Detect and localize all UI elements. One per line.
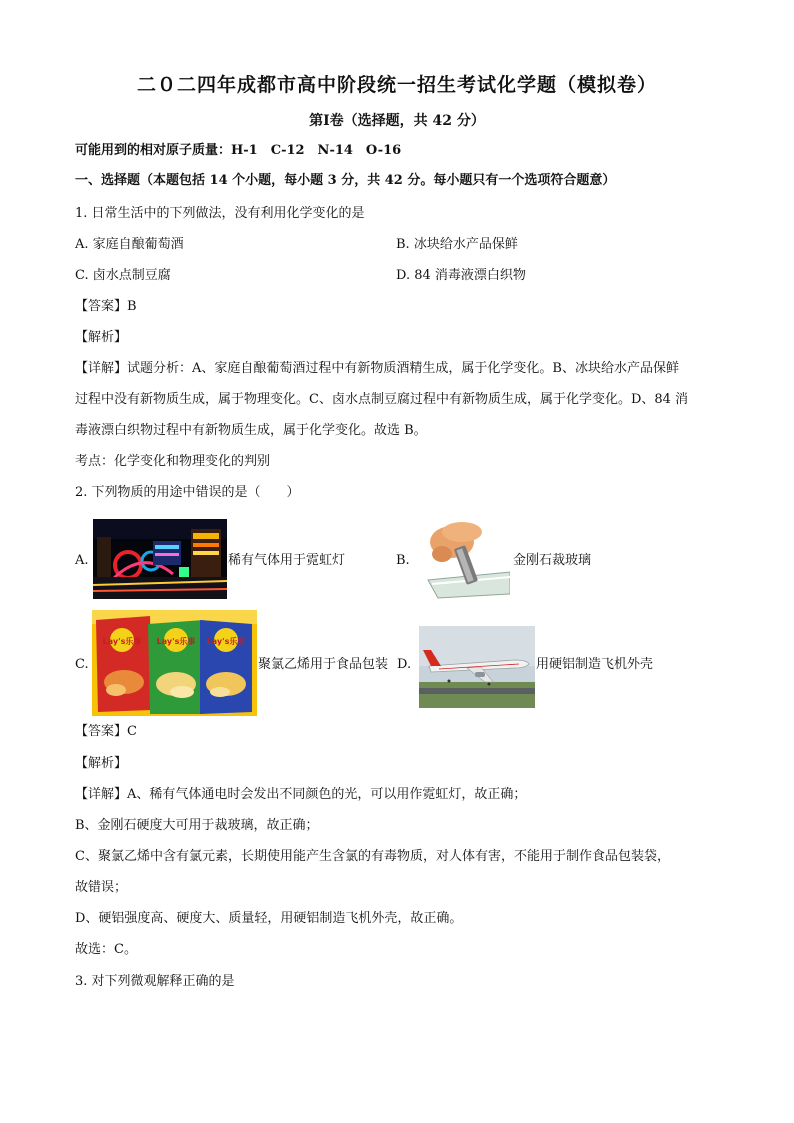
airplane-image	[419, 626, 535, 708]
q2-detail-line: 故错误；	[75, 880, 128, 895]
q2-option-a-text: 稀有气体用于霓虹灯	[228, 553, 346, 568]
q1-detail-line: 毒液漂白织物过程中有新物质生成，属于化学变化。故选 B。	[75, 423, 427, 438]
glass-cutter-image	[418, 520, 510, 602]
q2-option-b-letter: B.	[396, 553, 410, 568]
atomic-masses: 可能用到的相对原子质量：H-1 C-12 N-14 O-16	[75, 143, 402, 158]
q1-kaodian: 考点：化学变化和物理变化的判别	[75, 454, 271, 469]
q1-detail-line: 过程中没有新物质生成，属于物理变化。C、卤水点制豆腐过程中有新物质生成，属于化学变化。D、84 消	[75, 392, 689, 407]
q1-option-b: B. 冰块给水产品保鲜	[396, 237, 518, 252]
q2-option-c-text: 聚氯乙烯用于食品包装	[258, 657, 389, 672]
q1-option-d: D. 84 消毒液漂白织物	[396, 268, 526, 283]
chips-logo: Lay's乐事	[156, 637, 196, 646]
q1-detail-line: 【详解】试题分析：A、家庭自酿葡萄酒过程中有新物质酒精生成，属于化学变化。B、冰块给水产品保鲜	[75, 361, 679, 376]
q2-option-d-letter: D.	[397, 657, 412, 672]
q1-stem: 1. 日常生活中的下列做法，没有利用化学变化的是	[75, 206, 365, 221]
q2-detail-line: B、金刚石硬度大可用于裁玻璃，故正确；	[75, 818, 319, 833]
chip-bags-image	[92, 610, 257, 716]
page-title: 二０二四年成都市高中阶段统一招生考试化学题（模拟卷）	[136, 74, 657, 96]
q1-option-c: C. 卤水点制豆腐	[75, 268, 171, 283]
q2-detail-line: 【详解】A、稀有气体通电时会发出不同颜色的光，可以用作霓虹灯，故正确；	[75, 787, 527, 802]
q2-analysis-label: 【解析】	[75, 756, 128, 771]
neon-lights-image	[93, 519, 227, 599]
chips-logo: Lay's乐事	[102, 637, 142, 646]
q1-option-a: A. 家庭自酿葡萄酒	[75, 237, 184, 252]
q1-analysis-label: 【解析】	[75, 330, 128, 345]
q2-detail-line: C、聚氯乙烯中含有氯元素，长期使用能产生含氯的有毒物质，对人体有害，不能用于制作食品包装袋，	[75, 849, 670, 864]
q2-option-b-text: 金刚石裁玻璃	[513, 553, 592, 568]
q2-option-d-text: 用硬铝制造飞机外壳	[536, 657, 654, 672]
q3-stem: 3. 对下列微观解释正确的是	[75, 974, 235, 989]
section-header: 第Ⅰ卷（选择题，共 42 分）	[309, 113, 485, 129]
q1-answer: 【答案】B	[75, 299, 137, 314]
chips-logo: Lay's乐事	[206, 637, 246, 646]
q2-detail-line: 故选：C。	[75, 942, 137, 957]
q2-stem: 2. 下列物质的用途中错误的是（ ）	[75, 485, 300, 500]
q2-answer: 【答案】C	[75, 724, 137, 739]
q2-option-c-letter: C.	[75, 657, 89, 672]
q2-option-a-letter: A.	[75, 553, 89, 568]
q2-detail-line: D、硬铝强度高、硬度大、质量轻，用硬铝制造飞机外壳，故正确。	[75, 911, 463, 926]
part-one-heading: 一、选择题（本题包括 14 个小题，每小题 3 分，共 42 分。每小题只有一个选项符合题意）	[75, 173, 616, 188]
